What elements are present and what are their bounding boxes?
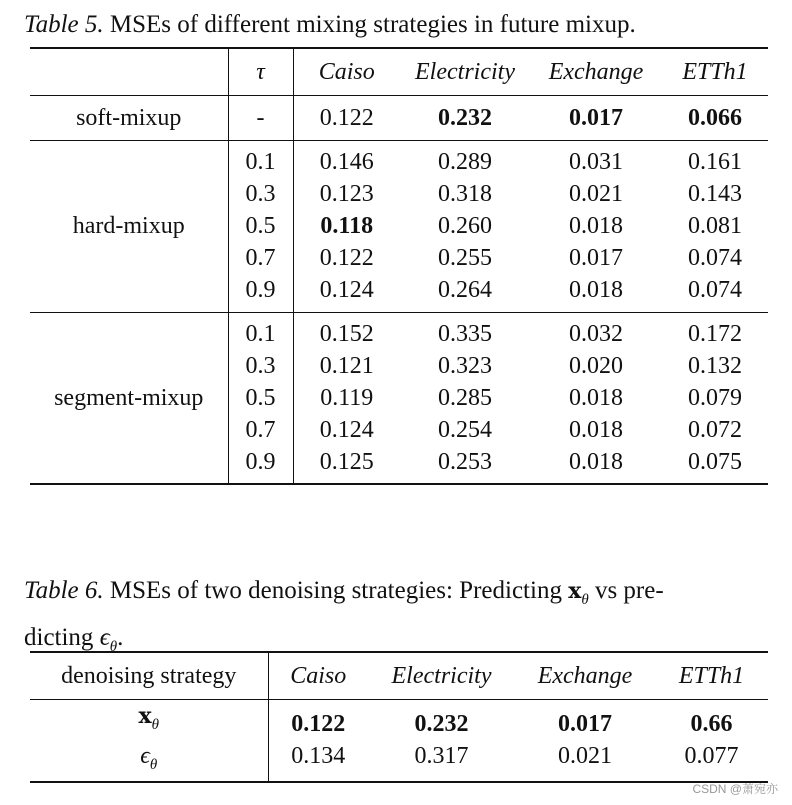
mse-cell (400, 242, 530, 274)
tau-value: 0.5 (228, 210, 293, 242)
method-label: segment-mixup (54, 384, 204, 411)
mse-value: 0.317 (414, 743, 469, 770)
mse-cell (400, 274, 530, 312)
caption-text: MSEs of different mixing strategies in future mixup. (103, 11, 636, 38)
mse-cell (530, 210, 662, 242)
mse-cell (530, 382, 662, 414)
header-caiso: Caiso (268, 652, 368, 699)
mse-value: 0.335 (438, 321, 492, 347)
mse-value: 0.077 (684, 743, 739, 770)
mse-value: 0.260 (438, 213, 492, 239)
mse-value: 0.081 (688, 213, 742, 239)
mse-value: 0.021 (569, 181, 623, 207)
tau-value: 0.1 (228, 140, 293, 178)
mse-cell (662, 446, 768, 484)
mse-value: 0.124 (319, 277, 374, 303)
header-caiso: Caiso (293, 48, 400, 95)
mse-value: 0.018 (569, 213, 623, 239)
subscript: θ (581, 592, 589, 608)
mse-cell (293, 95, 400, 140)
mse-cell (662, 140, 768, 178)
caption-text: MSEs of two denoising strategies: Predicting (103, 577, 569, 604)
mse-value: 0.018 (569, 277, 623, 303)
mse-cell (662, 210, 768, 242)
header-electricity: Electricity (391, 662, 492, 689)
header-strategy: denoising strategy (61, 662, 237, 689)
mse-cell (662, 274, 768, 312)
mse-cell (530, 242, 662, 274)
mse-cell (293, 242, 400, 274)
table-row (30, 699, 768, 740)
subscript: θ (149, 757, 158, 774)
header-tau: τ (228, 48, 293, 95)
header-row (30, 48, 768, 95)
header-etth1: ETTh1 (678, 662, 745, 689)
table-row (30, 140, 768, 178)
subscript: θ (151, 716, 159, 733)
mse-cell (400, 446, 530, 484)
mse-cell (268, 699, 368, 740)
table5-caption (24, 6, 774, 43)
mse-cell (293, 274, 400, 312)
caption-text: dicting (24, 624, 100, 651)
mse-cell (662, 312, 768, 350)
header-exchange: Exchange (548, 58, 644, 85)
mse-value: 0.075 (688, 449, 742, 475)
strategy-symbol (30, 740, 268, 782)
mse-value: 0.021 (558, 743, 612, 770)
mse-value: 0.254 (438, 417, 492, 443)
mse-value: 0.118 (320, 213, 374, 239)
mse-value: 0.232 (414, 711, 469, 738)
mse-cell (400, 140, 530, 178)
mse-cell (530, 95, 662, 140)
mse-value: 0.285 (438, 385, 492, 411)
mse-cell (655, 740, 768, 782)
mse-value: 0.123 (319, 181, 374, 207)
mse-value: 0.121 (319, 353, 374, 379)
caption-text: vs pre- (588, 577, 664, 604)
header-row (30, 652, 768, 699)
mse-value: 0.072 (688, 417, 742, 443)
mse-value: 0.074 (688, 277, 742, 303)
header-electricity: Electricity (415, 58, 515, 85)
mse-value: 0.018 (569, 385, 623, 411)
strategy-symbol (30, 699, 268, 740)
mse-value: 0.172 (688, 321, 742, 347)
tau-value: 0.3 (228, 350, 293, 382)
table5-mixing-strategies (30, 47, 768, 485)
header-exchange: Exchange (537, 662, 633, 689)
mse-cell (662, 242, 768, 274)
mse-cell (530, 350, 662, 382)
mse-value: 0.122 (319, 104, 374, 131)
mse-value: 0.132 (688, 353, 742, 379)
mse-cell (293, 350, 400, 382)
mse-cell (293, 414, 400, 446)
caption-label: Table 6. (24, 577, 104, 604)
mse-value: 0.253 (438, 449, 492, 475)
mse-cell (662, 382, 768, 414)
mse-value: 0.017 (569, 245, 623, 271)
mse-cell (293, 446, 400, 484)
mse-cell (515, 740, 655, 782)
mse-cell (293, 312, 400, 350)
mse-cell (655, 699, 768, 740)
tau-value: 0.5 (228, 382, 293, 414)
tau-value: 0.1 (228, 312, 293, 350)
mse-cell (400, 210, 530, 242)
method-label: hard-mixup (72, 213, 185, 239)
mse-cell (662, 95, 768, 140)
mse-cell (530, 414, 662, 446)
table-row (30, 95, 768, 140)
mse-value: 0.066 (688, 104, 742, 131)
mse-value: 0.017 (558, 711, 612, 738)
mse-cell (530, 312, 662, 350)
tau-value: 0.7 (228, 242, 293, 274)
caption-text: . (117, 624, 124, 651)
mse-cell (400, 95, 530, 140)
mse-value: 0.289 (438, 149, 492, 175)
mse-value: 0.232 (438, 104, 492, 131)
mse-value: 0.143 (688, 181, 742, 207)
mse-cell (400, 414, 530, 446)
symbol: ϵ (140, 743, 150, 770)
mse-cell (400, 350, 530, 382)
mse-value: 0.323 (438, 353, 492, 379)
mse-cell (662, 414, 768, 446)
mse-cell (368, 699, 515, 740)
tau-value: 0.7 (228, 414, 293, 446)
tau-value: 0.9 (228, 446, 293, 484)
caption-label: Table 5. (24, 11, 104, 38)
mse-value: 0.017 (569, 104, 623, 131)
mse-value: 0.146 (319, 149, 374, 175)
mse-value: 0.125 (319, 449, 374, 475)
mse-value: 0.122 (319, 245, 374, 271)
mse-cell (530, 140, 662, 178)
method-label: soft-mixup (76, 104, 182, 131)
mse-cell (368, 740, 515, 782)
mse-value: 0.66 (690, 711, 733, 738)
table6-denoising-strategies (30, 651, 768, 783)
mse-cell (662, 178, 768, 210)
mse-cell (530, 178, 662, 210)
tau-value: 0.3 (228, 178, 293, 210)
mse-cell (400, 178, 530, 210)
tau-value: - (228, 95, 293, 140)
mse-cell (530, 274, 662, 312)
mse-value: 0.074 (688, 245, 742, 271)
mse-value: 0.079 (688, 385, 742, 411)
mse-value: 0.134 (291, 743, 346, 770)
epsilon-theta-symbol: ϵ (99, 624, 110, 651)
mse-value: 0.119 (320, 385, 374, 411)
mse-value: 0.318 (438, 181, 492, 207)
x-theta-symbol: x (568, 578, 582, 604)
mse-value: 0.161 (688, 149, 742, 175)
mse-cell (293, 178, 400, 210)
mse-cell (293, 210, 400, 242)
mse-value: 0.031 (569, 149, 623, 175)
mse-value: 0.018 (569, 417, 623, 443)
mse-value: 0.032 (569, 321, 623, 347)
mse-cell (662, 350, 768, 382)
header-method (30, 48, 228, 95)
mse-value: 0.152 (319, 321, 374, 347)
mse-cell (400, 382, 530, 414)
mse-value: 0.255 (438, 245, 492, 271)
mse-cell (530, 446, 662, 484)
mse-value: 0.124 (319, 417, 374, 443)
mse-cell (400, 312, 530, 350)
header-etth1: ETTh1 (682, 58, 748, 85)
symbol: x (138, 702, 152, 729)
mse-value: 0.264 (438, 277, 492, 303)
mse-value: 0.018 (569, 449, 623, 475)
mse-cell (268, 740, 368, 782)
tau-value: 0.9 (228, 274, 293, 312)
watermark: CSDN @萧宛亦 (692, 782, 778, 796)
table-row (30, 312, 768, 350)
mse-value: 0.020 (569, 353, 623, 379)
mse-value: 0.122 (291, 711, 346, 738)
mse-cell (293, 382, 400, 414)
subscript: θ (109, 639, 118, 655)
mse-cell (293, 140, 400, 178)
table-row (30, 740, 768, 782)
mse-cell (515, 699, 655, 740)
